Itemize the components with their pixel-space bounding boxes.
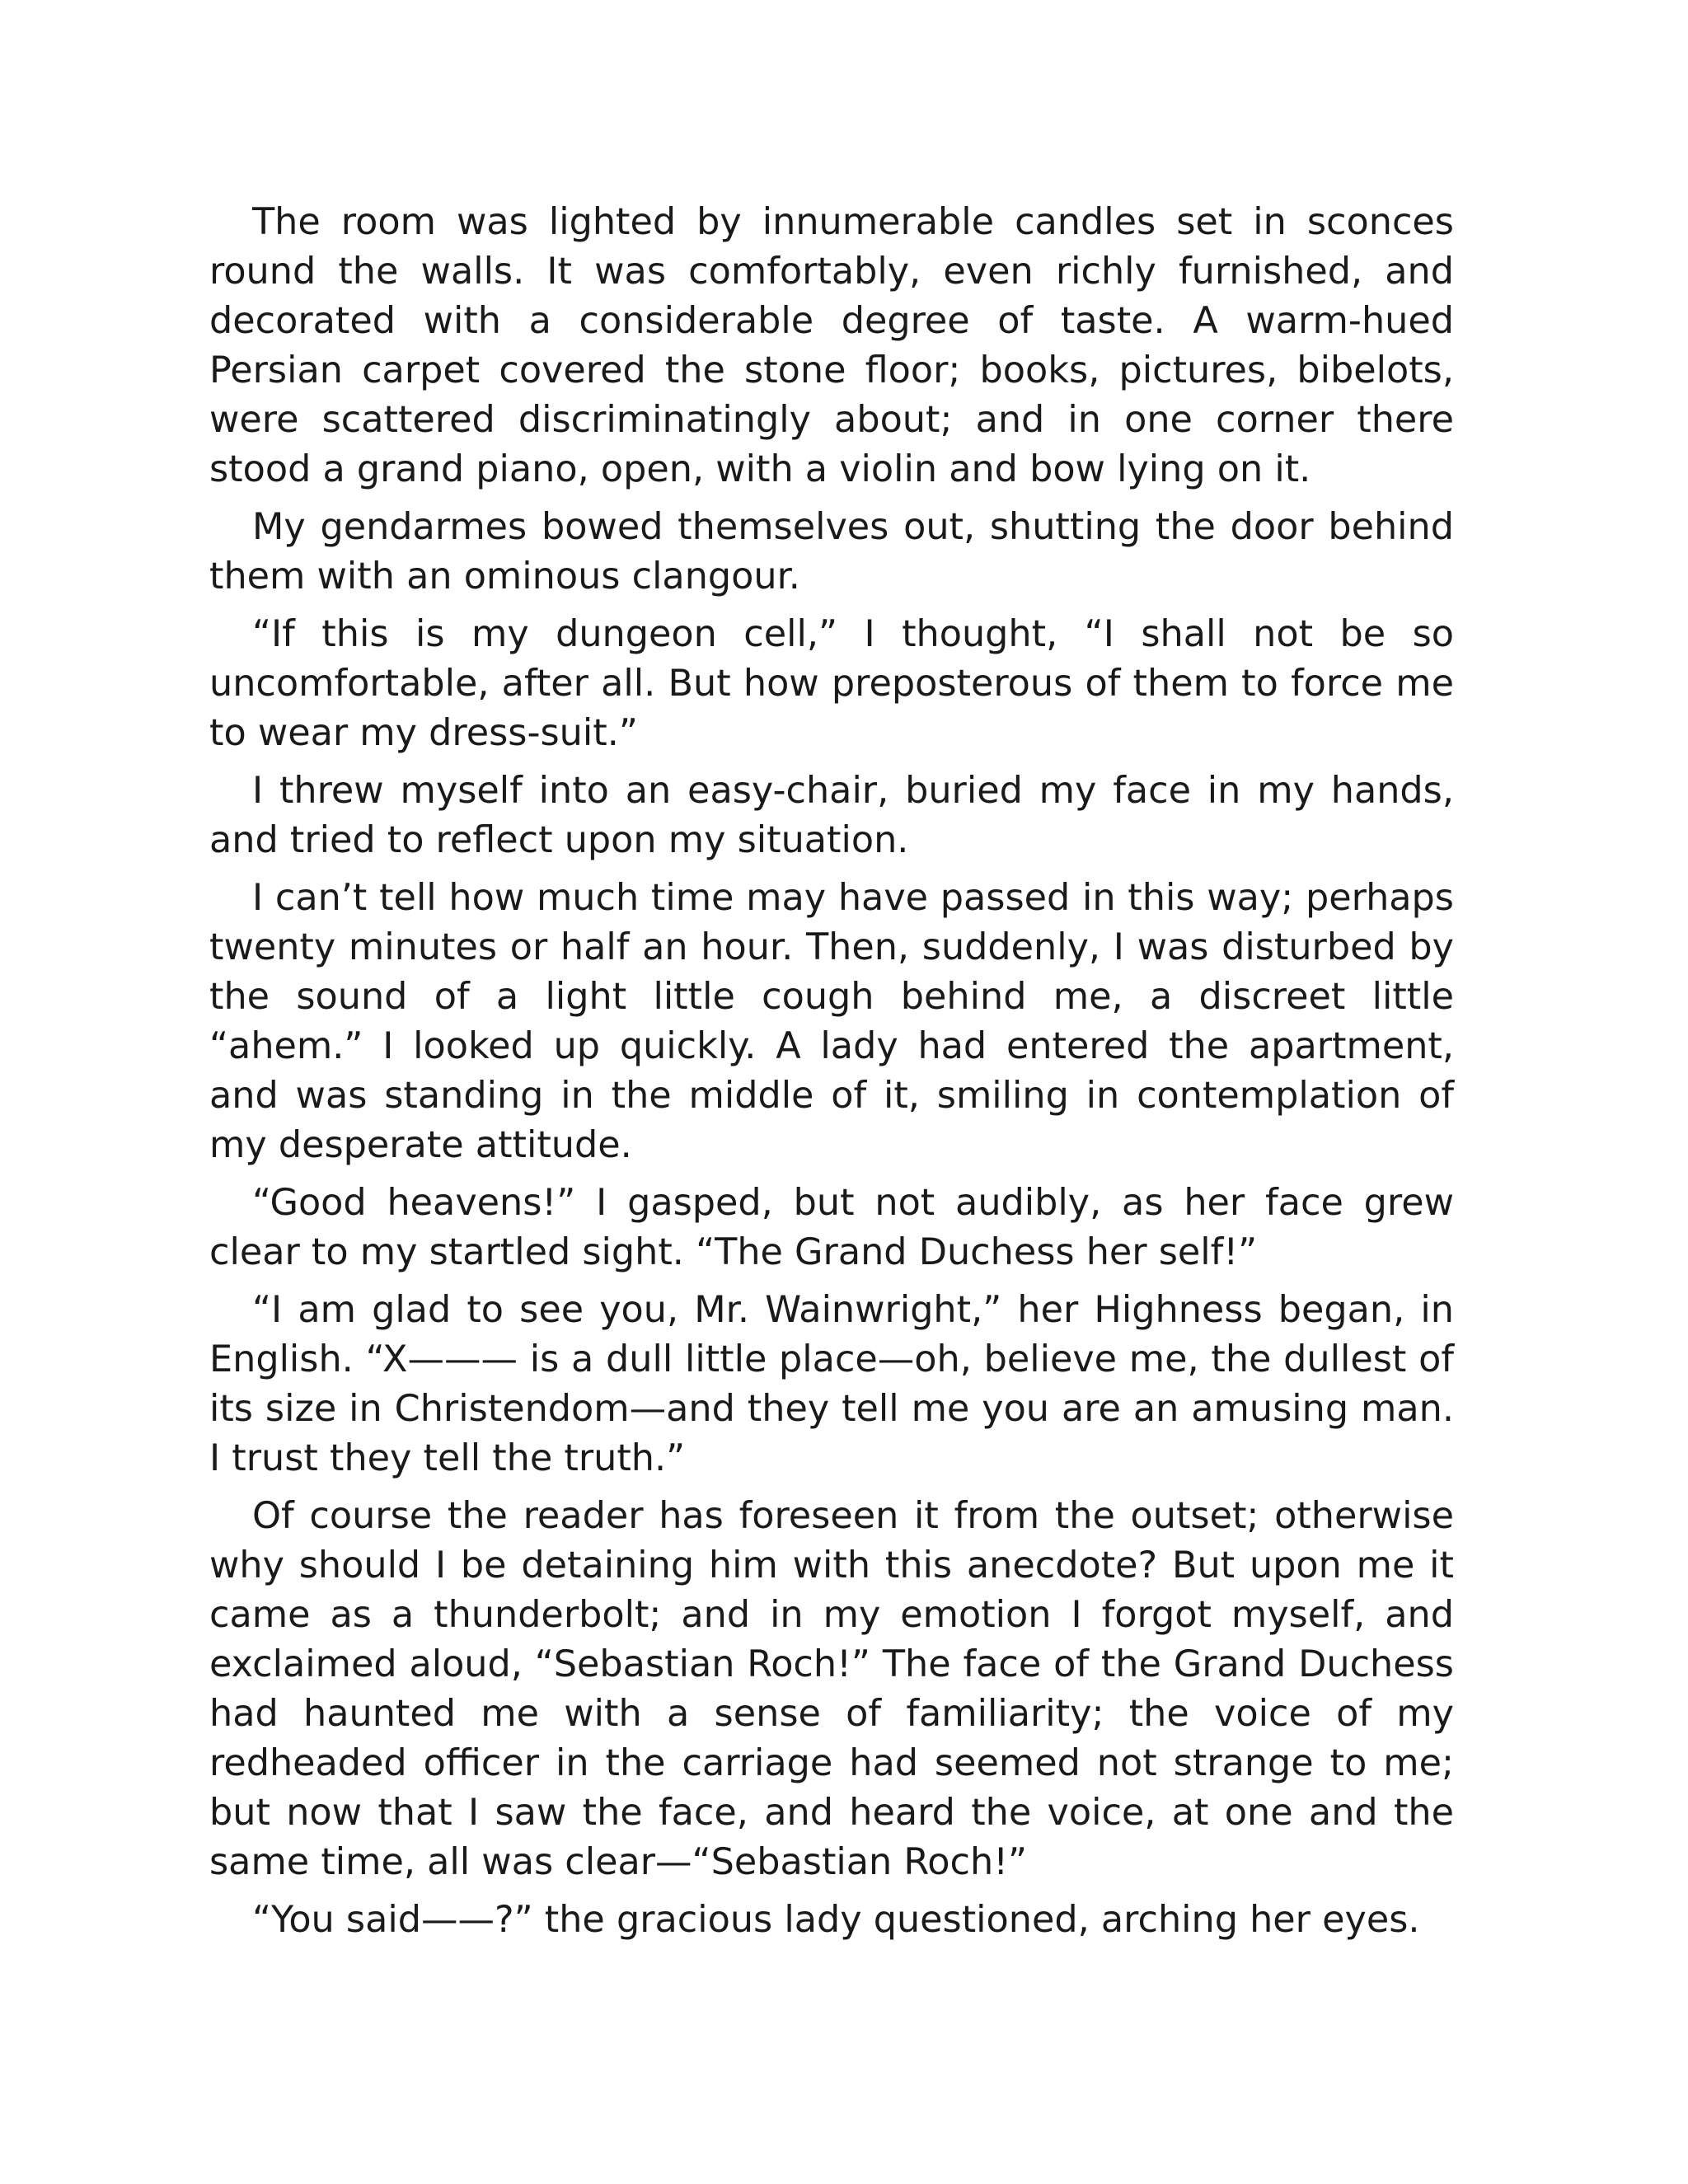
page-body	[209, 198, 1454, 1953]
paragraph-6: “Good heavens!” I gasped, but not audibly, as her face grew clear to my startled sight. “The Grand Duchess her self!”	[209, 1182, 1454, 1273]
paragraph-8: Of course the reader has foreseen it from the outset; otherwise why should I be detaining him with this anecdote? But upon me it came as a thunderbolt; and in my emotion I forgot myself, and exclaimed aloud, “Sebastian Roch!” The face of the Grand Duchess had haunted me with a sense of familiarity; the voice of my redheaded officer in the carriage had seemed not strange to me; but now that I saw the face, and heard the voice, at one and the same time, all was clear—“Sebastian Roch!”	[209, 1495, 1454, 1883]
paragraph-5: I can’t tell how much time may have passed in this way; perhaps twenty minutes or half an hour. Then, suddenly, I was disturbed by the sound of a light little cough behind me, a discreet little “ahem.” I looked up quickly. A lady had entered the apartment, and was standing in the middle of it, smiling in contemplation of my desperate attitude.	[209, 877, 1454, 1166]
paragraph-9: “You said——?” the gracious lady questioned, arching her eyes.	[252, 1899, 1420, 1941]
paragraph-2: My gendarmes bowed themselves out, shutting the door behind them with an ominous clangour.	[209, 506, 1454, 598]
paragraph-4: I threw myself into an easy-chair, buried my face in my hands, and tried to reflect upon my situation.	[209, 770, 1454, 861]
paragraph-1: The room was lighted by innumerable candles set in sconces round the walls. It was comfortably, even richly furnished, and decorated with a considerable degree of taste. A warm-hued Persian carpet covered the stone floor; books, pictures, bibelots, were scattered discriminatingly about; and in one corner there stood a grand piano, open, with a violin and bow lying on it.	[209, 201, 1454, 490]
paragraph-3: “If this is my dungeon cell,” I thought, “I shall not be so uncomfortable, after all. But how preposterous of them to force me to wear my dress-suit.”	[209, 613, 1454, 754]
paragraph-7: “I am glad to see you, Mr. Wainwright,” her Highness began, in English. “X——— is a dull little place—oh, believe me, the dullest of its size in Christendom—and they tell me you are an amusing man. I trust they tell the truth.”	[209, 1289, 1454, 1479]
